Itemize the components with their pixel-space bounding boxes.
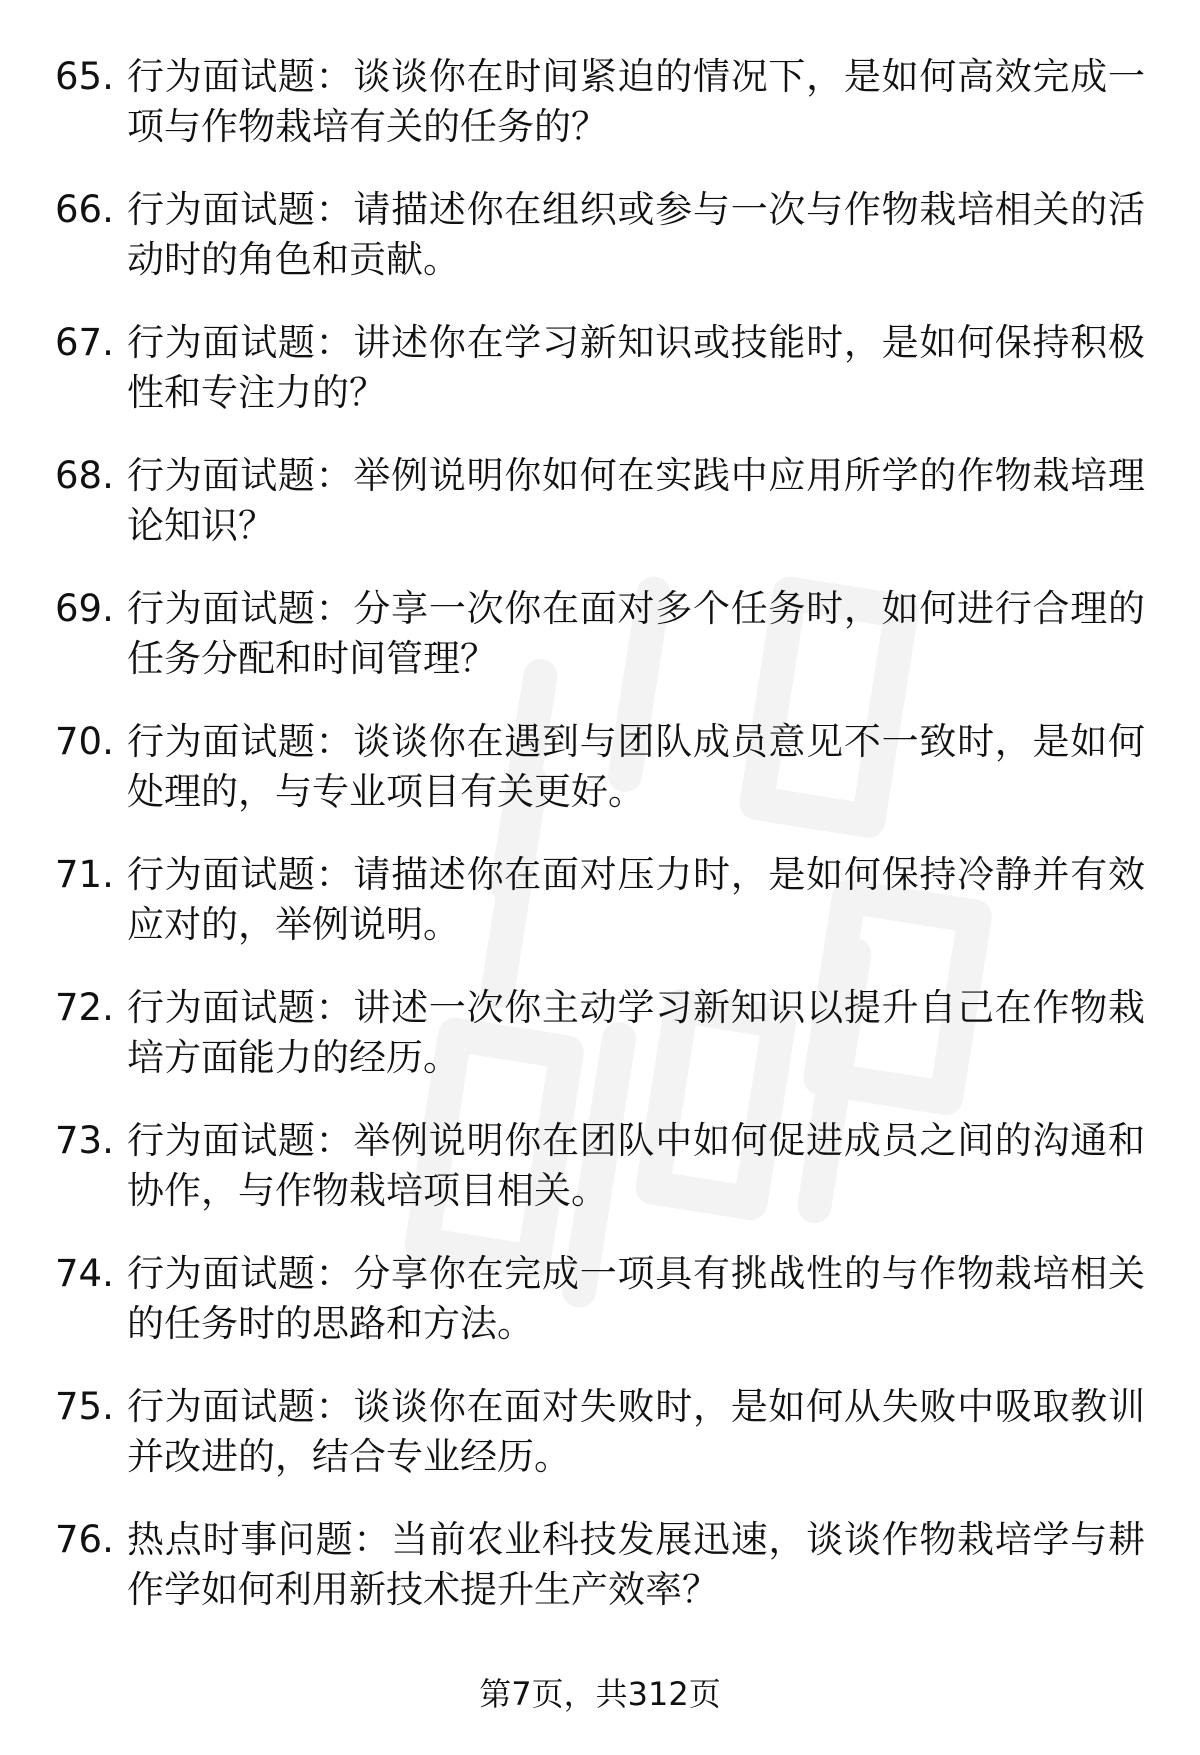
question-text: 行为面试题：谈谈你在面对失败时，是如何从失败中吸取教训并改进的，结合专业经历。 — [127, 1385, 1145, 1478]
question-text: 行为面试题：请描述你在面对压力时，是如何保持冷静并有效应对的，举例说明。 — [127, 853, 1145, 946]
question-item-66 — [55, 185, 1145, 318]
question-text: 行为面试题：举例说明你如何在实践中应用所学的作物栽培理论知识？ — [127, 454, 1145, 547]
question-item-74 — [55, 1249, 1145, 1382]
question-text: 行为面试题：分享一次你在面对多个任务时，如何进行合理的任务分配和时间管理？ — [127, 587, 1145, 680]
question-text: 行为面试题：讲述你在学习新知识或技能时，是如何保持积极性和专注力的？ — [127, 321, 1145, 414]
question-item-69 — [55, 584, 1145, 717]
question-item-71 — [55, 850, 1145, 983]
question-number: 70. — [55, 720, 114, 763]
question-item-75 — [55, 1382, 1145, 1515]
question-text: 行为面试题：谈谈你在遇到与团队成员意见不一致时，是如何处理的，与专业项目有关更好。 — [127, 720, 1145, 813]
question-number: 65. — [55, 55, 114, 98]
question-text: 行为面试题：谈谈你在时间紧迫的情况下，是如何高效完成一项与作物栽培有关的任务的？ — [127, 55, 1145, 148]
question-number: 76. — [55, 1518, 114, 1561]
question-item-72 — [55, 983, 1145, 1116]
question-item-65 — [55, 52, 1145, 185]
question-number: 75. — [55, 1385, 114, 1428]
question-number: 71. — [55, 853, 114, 896]
question-number: 73. — [55, 1119, 114, 1162]
question-number: 67. — [55, 321, 114, 364]
page-footer: 第7页，共312页 — [479, 1675, 721, 1713]
question-text: 行为面试题：分享你在完成一项具有挑战性的与作物栽培相关的任务时的思路和方法。 — [127, 1252, 1145, 1345]
question-item-73 — [55, 1116, 1145, 1249]
question-number: 69. — [55, 587, 114, 630]
question-item-68 — [55, 451, 1145, 584]
question-text: 热点时事问题：当前农业科技发展迅速，谈谈作物栽培学与耕作学如何利用新技术提升生产效率？ — [127, 1518, 1145, 1611]
question-text: 行为面试题：举例说明你在团队中如何促进成员之间的沟通和协作，与作物栽培项目相关。 — [127, 1119, 1145, 1212]
question-item-70 — [55, 717, 1145, 850]
question-text: 行为面试题：请描述你在组织或参与一次与作物栽培相关的活动时的角色和贡献。 — [127, 188, 1145, 281]
question-number: 68. — [55, 454, 114, 497]
question-number: 74. — [55, 1252, 114, 1295]
question-number: 72. — [55, 986, 114, 1029]
question-number: 66. — [55, 188, 114, 231]
question-item-67 — [55, 318, 1145, 451]
question-list — [55, 52, 1145, 1648]
question-text: 行为面试题：讲述一次你主动学习新知识以提升自己在作物栽培方面能力的经历。 — [127, 986, 1145, 1079]
question-item-76 — [55, 1515, 1145, 1648]
